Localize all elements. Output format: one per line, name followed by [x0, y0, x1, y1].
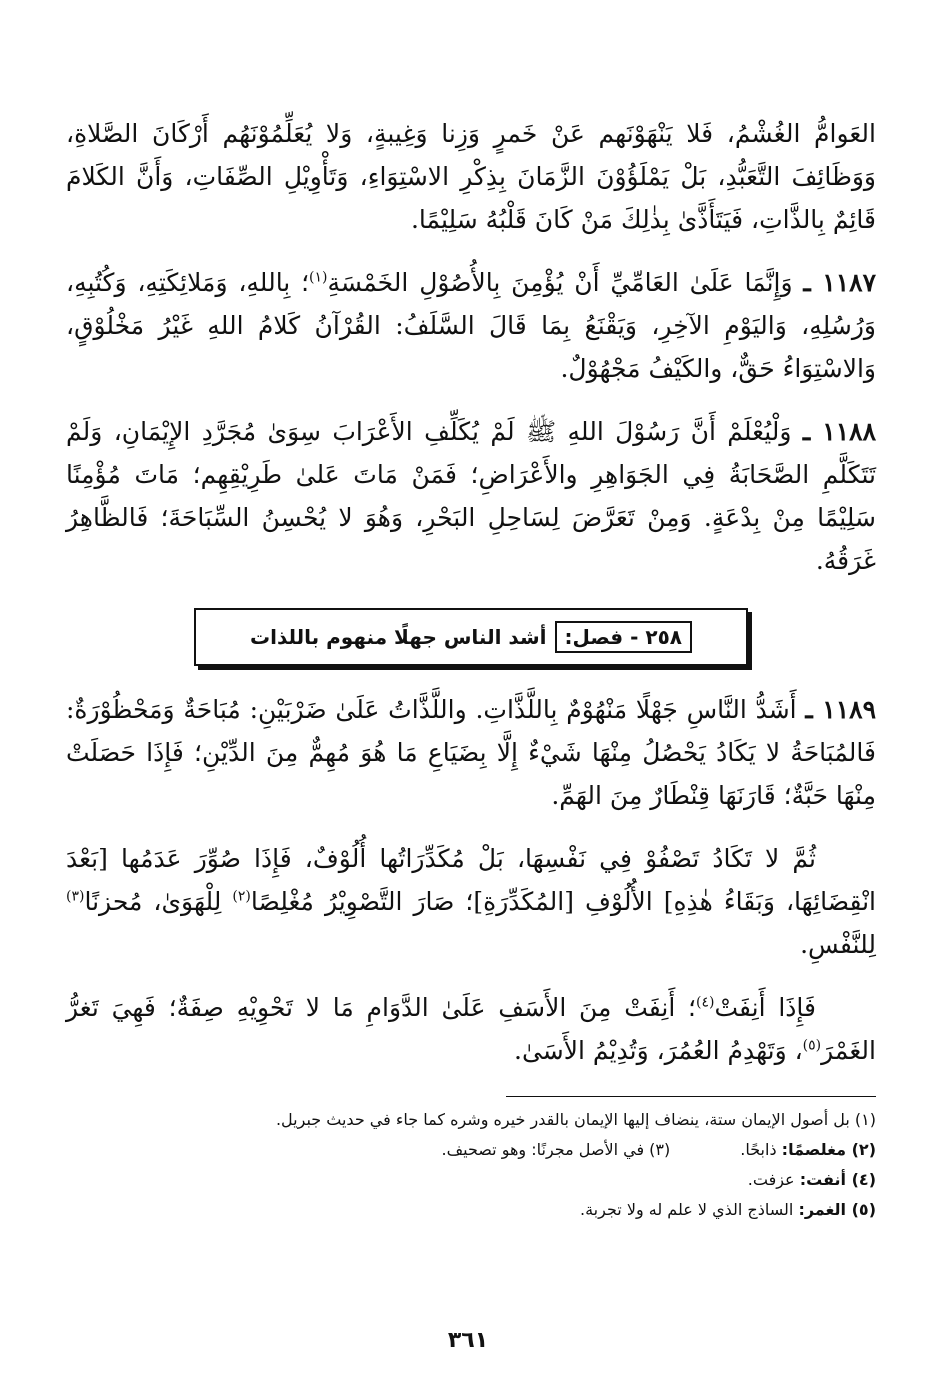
paragraph-1188: [66, 410, 876, 582]
paragraph-text: وَإِنَّمَا عَلَىٰ العَامِّيِّ أَنْ يُؤْمِنَ بِالأُصُوْلِ الخَمْسَةِ: [327, 268, 793, 297]
paragraph-text-cont: ، وَتَهْدِمُ العُمُرَ، وَتُدِيْمُ الأَسَىٰ.: [514, 1036, 803, 1065]
footnote-ref[interactable]: (١): [309, 269, 328, 286]
footnote-text: ذابحًا.: [740, 1140, 777, 1159]
footnote-1: (١) بل أصول الإيمان ستة، ينضاف إليها الإيمان بالقدر خيره وشره كما جاء في حديث جبريل.: [275, 1110, 876, 1129]
footnote-4: [66, 1165, 876, 1195]
footnote-text: عزفت.: [747, 1170, 795, 1189]
footnotes: [66, 1105, 876, 1225]
paragraph-1189: [66, 688, 876, 817]
paragraph-number: ١١٨٨ ـ: [802, 417, 877, 446]
footnote-ref[interactable]: (٣): [66, 888, 85, 905]
footnote-divider: [506, 1096, 876, 1097]
footnote-5: [66, 1195, 876, 1225]
paragraph-text-cont: ؛ أَنِفَتْ مِنَ الأَسَفِ عَلَىٰ الدَّوَامِ مَا لا تَحْوِيْهِ صِفَةٌ؛ فَهِيَ تَغرُّ الغَمْرَ: [66, 993, 876, 1065]
paragraph-text: ثُمَّ لا تَكَادُ تَصْفُوْ فِي نَفْسِهَا، بَلْ مُكَدِّرَاتُها أُلُوْفٌ، فَإِذَا صُوِّرَ عَدَمُها [بَعْدَ انْقِضَائِهَا، وَبَقَاءُ هٰذِهِ] الأُلُوْفِ [المُكَدِّرَةِ]؛ صَارَ التَّصْوِيْرُ مُغْلِصًا: [66, 844, 877, 916]
paragraph-number: ١١٨٧ ـ: [803, 268, 877, 297]
footnote-ref[interactable]: (٥): [802, 1037, 822, 1054]
footnote-label: (٥) الغمر:: [798, 1200, 876, 1219]
footnote-row: [66, 1135, 876, 1165]
paragraph-1187: [66, 261, 876, 390]
footnote-ref[interactable]: (٤): [696, 994, 715, 1011]
page-number: ٣٦١: [447, 1328, 489, 1353]
footnote-label: (٤) أنفت:: [799, 1170, 876, 1189]
section-title: أشد الناس جهلًا منهوم باللذات: [249, 625, 547, 649]
footnote-2: [740, 1135, 876, 1165]
paragraph-text: وَلْيُعْلَمْ أَنَّ رَسُوْلَ اللهِ ﷺ لَمْ يُكَلِّفِ الأَعْرَابَ سِوَىٰ مُجَرَّدِ الإِيْمَانِ، وَلَمْ تَتَكَلَّمِ الصَّحَابَةُ فِي الجَوَاهِرِ والأَعْرَاضِ؛ فَمَنْ مَاتَ عَلىٰ طَرِيْقِهِم؛ مَاتَ مُؤْمِنًا سَلِيْمًا مِنْ بِدْعَةٍ. وَمِنْ تَعَرَّضَ لِسَاحِلِ البَحْرِ، وَهُوَ لا يُحْسِنُ السِّبَاحَةَ؛ فَالظَّاهِرُ غَرَقُهُ.: [66, 417, 876, 575]
footnote-label: (٢) مغلصمًا:: [781, 1140, 876, 1159]
paragraph-text: العَوامُّ الغُشْمُ، فَلا يَنْهَوْنَهم عَنْ خَمرٍ وَزِنا وَغِيبةٍ، وَلا يُعَلِّمُوْنَهُم أَرْكَانَ الصَّلاةِ، وَوَظَائِفَ التَّعَبُّدِ، بَلْ يَمْلَؤُوْنَ الزَّمَانَ بِذِكْرِ الاسْتِوَاءِ، وَتَأْوِيْلِ الصِّفَاتِ، وَأَنَّ الكَلامَ قَائِمٌ بِالذَّاتِ، فَيَتَأَذَّىٰ بِذٰلِكَ مَنْ كَانَ قَلْبُهُ سَلِيْمًا.: [66, 119, 876, 234]
paragraph-continuation: [66, 986, 876, 1072]
page-body: [66, 112, 876, 1225]
paragraph-text-cont: لِلْهَوَىٰ، مُحزنًا: [84, 887, 233, 916]
paragraph-text: أَشَدُّ النَّاسِ جَهْلًا مَنْهُوْمٌ بِاللَّذَّاتِ. واللَّذَّاتُ عَلَىٰ ضَرْبَيْنِ: مُبَاحَةٌ وَمَحْظُوْرَةٌ: فَالمُبَاحَةُ لا يَكَادُ يَحْصُلُ مِنْهَا شَيْءٌ إِلَّا بِضَيَاعِ مَا هُوَ مُهِمٌّ مِنَ الدِّيْنِ؛ فَإِذَا حَصَلَتْ مِنْهَا حَبَّةٌ؛ قَارَنَهَا قِنْطَارٌ مِنَ الهَمِّ.: [66, 695, 876, 810]
paragraph-number: ١١٨٩ ـ: [805, 695, 877, 724]
paragraph-text-cont: لِلنَّفْسِ.: [800, 930, 876, 959]
paragraph-continuation: [66, 837, 876, 966]
section-label: ٢٥٨ - فصل:: [555, 621, 693, 653]
footnote-3: (٣) في الأصل مجرنًا: وهو تصحيف.: [441, 1140, 671, 1159]
paragraph-continued: [66, 112, 876, 241]
footnote-text: الساذج الذي لا علم له ولا تجربة.: [580, 1200, 794, 1219]
section-heading-box: [194, 608, 748, 666]
footnote-ref[interactable]: (٢): [232, 888, 251, 905]
paragraph-text-cont: ؛ بِاللهِ، وَمَلائِكَتِهِ، وَكُتُبِهِ، وَرُسُلِهِ، وَاليَوْمِ الآخِرِ، وَيَقْنَعُ بِمَا قَالَ السَّلَفُ: القُرْآنُ كَلامُ اللهِ غَيْرُ مَخْلُوْقٍ، وَالاسْتِوَاءُ حَقٌّ، والكَيْفُ مَجْهُوْلٌ.: [66, 268, 876, 383]
paragraph-text: فَإِذَا أَنِفَتْ: [714, 993, 816, 1022]
